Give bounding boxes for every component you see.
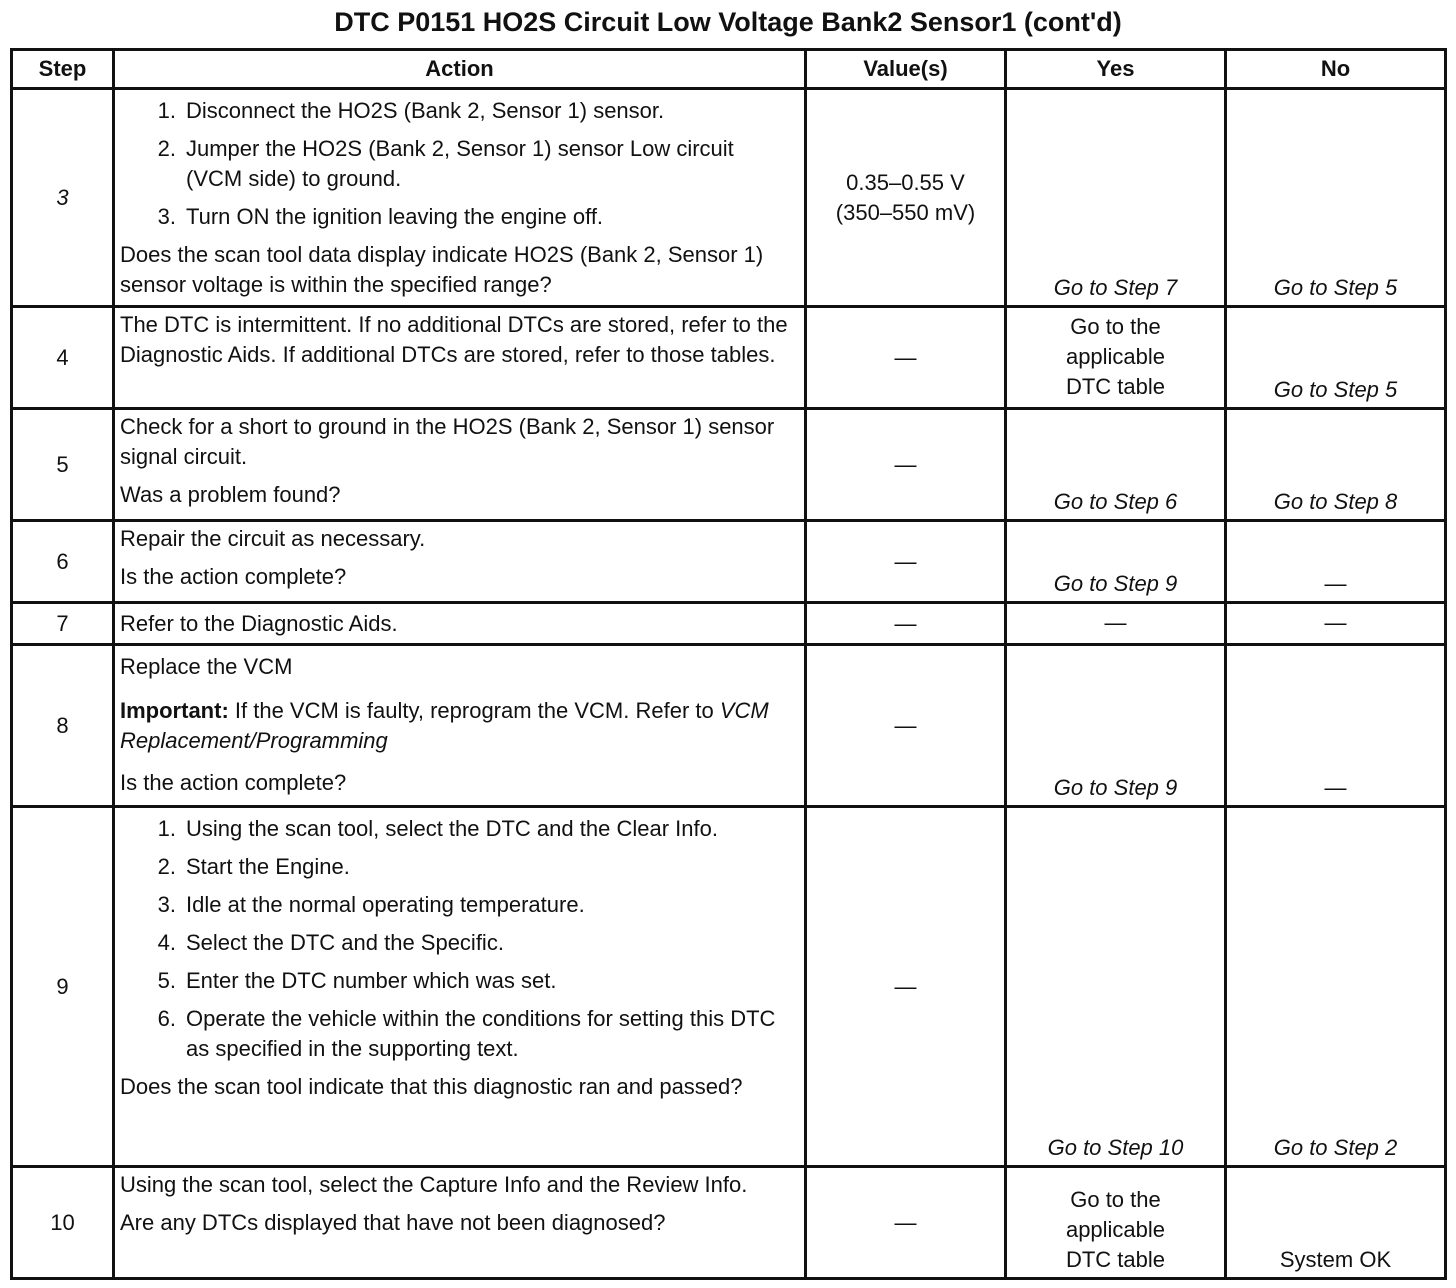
list-item bbox=[120, 814, 796, 844]
step-number: 9 bbox=[12, 807, 114, 1167]
action-question: Is the action complete? bbox=[120, 770, 347, 795]
action-question: Does the scan tool indicate that this diagnostic ran and passed? bbox=[120, 1074, 743, 1099]
table-row bbox=[12, 1167, 1446, 1279]
yes-line: applicable bbox=[1065, 1217, 1166, 1242]
header-yes: Yes bbox=[1006, 50, 1226, 89]
value-cell: — bbox=[806, 307, 1006, 409]
action-question: Was a problem found? bbox=[120, 482, 341, 507]
step-number: 4 bbox=[12, 307, 114, 409]
table-row bbox=[12, 89, 1446, 307]
item-text: Operate the vehicle within the conditions for setting this DTC as specified in the supporting text. bbox=[186, 1006, 776, 1061]
no-cell: — bbox=[1226, 603, 1446, 645]
value-millivolts: (350–550 mV) bbox=[835, 199, 976, 225]
value-volts: 0.35–0.55 V bbox=[846, 169, 965, 195]
list-item bbox=[120, 890, 796, 920]
item-number: 1. bbox=[157, 816, 176, 841]
table-row bbox=[12, 521, 1446, 603]
step-number: 7 bbox=[12, 603, 114, 645]
yes-cell: Go to Step 9 bbox=[1006, 521, 1226, 603]
step-number: 5 bbox=[12, 409, 114, 521]
action-cell bbox=[114, 89, 806, 307]
yes-cell bbox=[1006, 307, 1226, 409]
item-number: 3. bbox=[157, 204, 176, 229]
yes-cell: Go to Step 9 bbox=[1006, 645, 1226, 807]
step-number: 8 bbox=[12, 645, 114, 807]
no-cell: Go to Step 5 bbox=[1226, 89, 1446, 307]
action-text: Check for a short to ground in the HO2S (Bank 2, Sensor 1) sensor signal circuit. bbox=[120, 414, 775, 469]
value-cell: — bbox=[806, 1167, 1006, 1279]
yes-line: applicable bbox=[1065, 343, 1166, 369]
list-item bbox=[120, 928, 796, 958]
important-note bbox=[120, 696, 796, 756]
action-cell bbox=[114, 603, 806, 645]
no-cell: System OK bbox=[1226, 1167, 1446, 1279]
reference-link-text: VCM Replacement/Programming bbox=[120, 698, 769, 753]
no-cell: — bbox=[1226, 521, 1446, 603]
step-number: 3 bbox=[12, 89, 114, 307]
item-number: 5. bbox=[157, 968, 176, 993]
header-values: Value(s) bbox=[806, 50, 1006, 89]
action-question: Are any DTCs displayed that have not been diagnosed? bbox=[120, 1210, 666, 1235]
yes-cell bbox=[1006, 1167, 1226, 1279]
action-cell bbox=[114, 409, 806, 521]
action-question: Does the scan tool data display indicate HO2S (Bank 2, Sensor 1) sensor voltage is within the specified range? bbox=[120, 242, 764, 297]
list-item bbox=[120, 852, 796, 882]
action-text: Repair the circuit as necessary. bbox=[120, 526, 426, 551]
header-no: No bbox=[1226, 50, 1446, 89]
action-question: Is the action complete? bbox=[120, 564, 347, 589]
value-cell: — bbox=[806, 521, 1006, 603]
action-cell bbox=[114, 307, 806, 409]
list-item bbox=[120, 966, 796, 996]
yes-cell: Go to Step 10 bbox=[1006, 807, 1226, 1167]
value-cell: — bbox=[806, 409, 1006, 521]
no-cell: Go to Step 2 bbox=[1226, 807, 1446, 1167]
item-number: 6. bbox=[157, 1006, 176, 1031]
item-number: 4. bbox=[157, 930, 176, 955]
step-number: 10 bbox=[12, 1167, 114, 1279]
action-text: The DTC is intermittent. If no additional DTCs are stored, refer to the Diagnostic Aids. If additional DTCs are stored, refer to those tables. bbox=[120, 312, 788, 367]
yes-cell: Go to Step 7 bbox=[1006, 89, 1226, 307]
item-text: Using the scan tool, select the DTC and the Clear Info. bbox=[186, 816, 718, 841]
item-text: Jumper the HO2S (Bank 2, Sensor 1) sensor Low circuit (VCM side) to ground. bbox=[186, 136, 734, 191]
value-cell bbox=[806, 89, 1006, 307]
action-text: Replace the VCM bbox=[120, 654, 293, 679]
page-title: DTC P0151 HO2S Circuit Low Voltage Bank2 Sensor1 (cont'd) bbox=[334, 7, 1122, 37]
item-text: Idle at the normal operating temperature. bbox=[186, 892, 585, 917]
no-cell: — bbox=[1226, 645, 1446, 807]
item-text: Start the Engine. bbox=[186, 854, 350, 879]
step-number: 6 bbox=[12, 521, 114, 603]
yes-cell: — bbox=[1006, 603, 1226, 645]
list-item bbox=[120, 96, 796, 126]
yes-line: DTC table bbox=[1065, 1247, 1166, 1272]
value-cell: — bbox=[806, 645, 1006, 807]
header-step: Step bbox=[12, 50, 114, 89]
item-text: Turn ON the ignition leaving the engine off. bbox=[186, 204, 604, 229]
no-cell: Go to Step 8 bbox=[1226, 409, 1446, 521]
action-cell bbox=[114, 1167, 806, 1279]
action-steps bbox=[120, 814, 796, 1064]
diagnostic-table bbox=[10, 48, 1447, 1280]
table-row bbox=[12, 603, 1446, 645]
item-text: Select the DTC and the Specific. bbox=[186, 930, 504, 955]
list-item bbox=[120, 134, 796, 194]
yes-line: Go to the bbox=[1070, 1187, 1161, 1212]
action-cell bbox=[114, 645, 806, 807]
table-row bbox=[12, 645, 1446, 807]
header-action: Action bbox=[114, 50, 806, 89]
table-row bbox=[12, 409, 1446, 521]
yes-line: Go to the bbox=[1070, 313, 1161, 339]
action-text: Refer to the Diagnostic Aids. bbox=[120, 610, 398, 636]
action-cell bbox=[114, 807, 806, 1167]
no-cell: Go to Step 5 bbox=[1226, 307, 1446, 409]
header-row bbox=[12, 50, 1446, 89]
item-number: 3. bbox=[157, 892, 176, 917]
list-item bbox=[120, 202, 796, 232]
value-cell: — bbox=[806, 603, 1006, 645]
important-text: If the VCM is faulty, reprogram the VCM. Refer to bbox=[228, 698, 720, 723]
table-row bbox=[12, 307, 1446, 409]
list-item bbox=[120, 1004, 796, 1064]
table-row bbox=[12, 807, 1446, 1167]
action-cell bbox=[114, 521, 806, 603]
action-steps bbox=[120, 96, 796, 232]
item-text: Enter the DTC number which was set. bbox=[186, 968, 557, 993]
value-cell: — bbox=[806, 807, 1006, 1167]
yes-cell: Go to Step 6 bbox=[1006, 409, 1226, 521]
item-number: 2. bbox=[157, 136, 176, 161]
important-label: Important: bbox=[120, 698, 229, 723]
action-text: Using the scan tool, select the Capture Info and the Review Info. bbox=[120, 1172, 748, 1197]
item-text: Disconnect the HO2S (Bank 2, Sensor 1) sensor. bbox=[186, 98, 665, 123]
item-number: 2. bbox=[157, 854, 176, 879]
yes-line: DTC table bbox=[1065, 373, 1166, 399]
item-number: 1. bbox=[157, 98, 176, 123]
